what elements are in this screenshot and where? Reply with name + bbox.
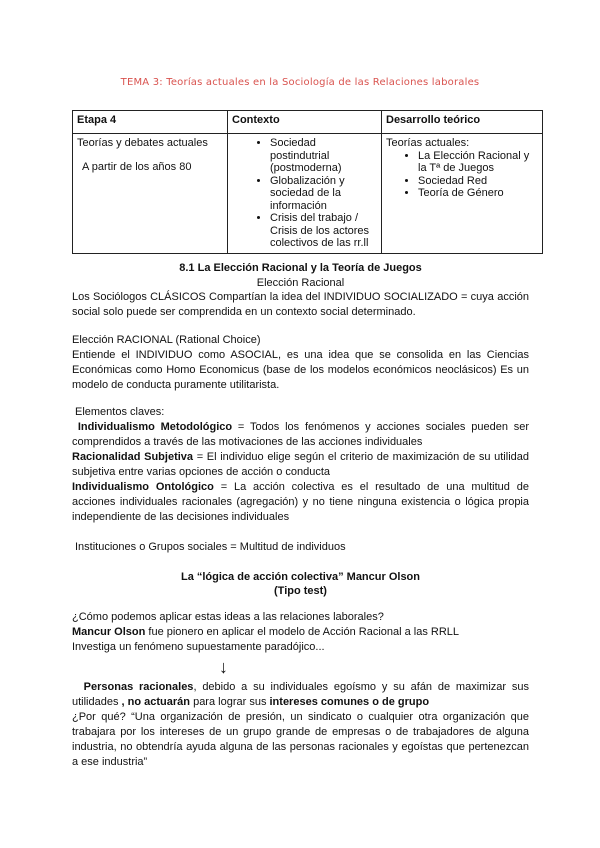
list-item: • La Elección Racional y la Tª de Juegos: [418, 150, 538, 175]
olson-title: La “lógica de acción colectiva” Mancur Olson: [180, 571, 420, 583]
table-cell-desarrollo: [382, 134, 543, 254]
key-text: = Todos los fenómenos y acciones sociales pueden ser comprendidos a través de las motivaciones de las acciones individuales: [72, 421, 530, 448]
key-element: [72, 450, 529, 480]
list-item: • Sociedad postindutrial (postmoderna): [270, 137, 377, 175]
key-term: Racionalidad Subjetiva: [72, 451, 194, 463]
key-element: [72, 420, 529, 450]
paragraph-text: , debido a su individuales egoísmo y su afán de maximizar sus utilidades: [72, 681, 529, 708]
paragraph: [72, 680, 529, 710]
table-header: Desarrollo teórico: [382, 111, 543, 134]
table-header: Etapa 4: [73, 111, 228, 134]
list-item: • Sociedad Red: [418, 175, 538, 188]
table-cell-etapa: [73, 134, 228, 254]
down-arrow-icon: ↓: [219, 657, 228, 677]
cell-text: A partir de los años 80: [82, 160, 192, 173]
key-term: Personas racionales: [83, 681, 194, 693]
paragraph: Los Sociólogos CLÁSICOS Compartían la idea del INDIVIDUO SOCIALIZADO = cuya acción social solo puede ser comprendida en un contexto social determinado.: [72, 291, 529, 318]
list-item: • Globalización y sociedad de la información: [270, 175, 377, 213]
paragraph: ¿Cómo podemos aplicar estas ideas a las relaciones laborales?: [72, 611, 384, 623]
emphasis: intereses comunes o de grupo: [269, 696, 430, 708]
cell-text: Teorías actuales:: [386, 137, 470, 149]
table-header: Contexto: [228, 111, 382, 134]
paragraph-label: Elección RACIONAL (Rational Choice): [72, 334, 261, 346]
paragraph: [72, 625, 529, 639]
key-term: Individualismo Ontológico: [72, 481, 214, 493]
paragraph-text: para lograr sus: [190, 696, 270, 708]
paragraph-label: Elementos claves:: [75, 406, 165, 418]
emphasis: , no actuarán: [121, 696, 191, 708]
page-title: TEMA 3: Teorías actuales en la Sociología de las Relaciones laborales: [120, 77, 480, 88]
author-name: Mancur Olson: [72, 626, 146, 638]
olson-subtitle: (Tipo test): [274, 585, 327, 597]
stage-table: [72, 110, 543, 254]
paragraph: Entiende el INDIVIDUO como ASOCIAL, es una idea que se consolida en las Ciencias Económicas como Homo Economicus (base de los modelos económicos neoclásicos) Es un modelo de conducta puramente utilitarista.: [72, 349, 529, 391]
cell-text: Teorías y debates actuales: [77, 137, 208, 149]
section-title: 8.1 La Elección Racional y la Teoría de Juegos: [179, 262, 422, 274]
paragraph-text: fue pionero en aplicar el modelo de Acción Racional a las RRLL: [145, 626, 460, 638]
quote-paragraph: ¿Por qué? “Una organización de presión, un sindicato o cualquier otra organización que trabajara por los intereses de un grupo grande de empresas o de trabajadores de alguna industria, no obtendría ayuda alguna de las personas racionales y egoístas que pertenezcan a ese industria”: [72, 711, 529, 768]
table-header-row: [73, 111, 543, 134]
key-text: = El individuo elige según el criterio de maximización de su utilidad subjetiva entre varias opciones de acción o conducta: [72, 451, 529, 478]
paragraph: Investiga un fenómeno supuestamente paradójico...: [72, 641, 325, 653]
table-row: [73, 134, 543, 254]
key-text: = La acción colectiva es el resultado de una multitud de acciones individuales racionales (agregación) y no tiene ninguna existencia o lógica propia independiente de las decisiones individuales: [72, 481, 529, 523]
table-cell-contexto: [228, 134, 382, 254]
paragraph: Instituciones o Grupos sociales = Multitud de individuos: [75, 541, 346, 553]
section-subtitle: Elección Racional: [256, 277, 345, 289]
key-term: Individualismo Metodológico: [77, 421, 233, 433]
list-item: • Teoría de Género: [418, 187, 538, 200]
list-item: • Crisis del trabajo / Crisis de los actores colectivos de las rr.ll: [270, 212, 377, 250]
key-element: [72, 480, 529, 525]
